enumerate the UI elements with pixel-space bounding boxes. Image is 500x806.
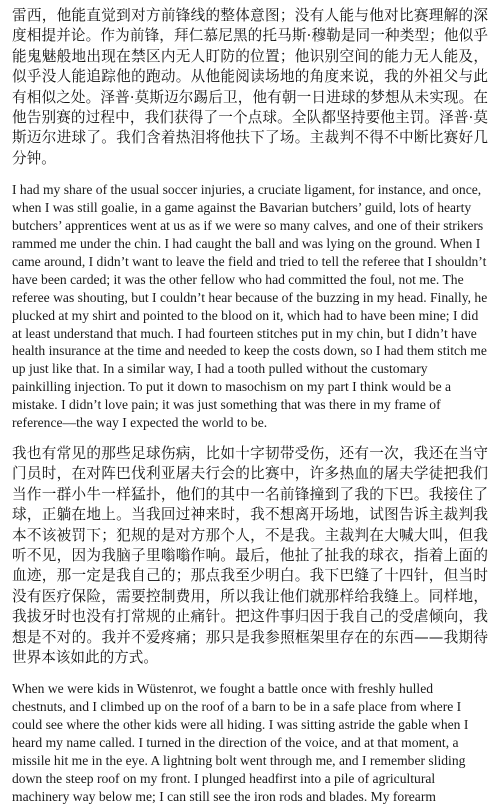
paragraph-chinese-2: 我也有常见的那些足球伤病，比如十字韧带受伤，还有一次，我还在当守门员时，在对阵巴伐利亚屠夫行会的比赛中，许多热血的屠夫学徒把我们当作一群小牛一样猛扑，他们的其中一名前锋撞到了我的下巴。我接住了球，正躺在地上。当我回过神来时，我不想离开场地，试图告诉主裁判我本不该被罚下；犯规的是对方那个人，不是我。主裁判在大喊大叫，但我听不见，因为我脑子里嗡嗡作响。最后，他扯了扯我的球衣，指着上面的血迹，那一定是我自己的；那点我至少明白。我下巴缝了十四针，但当时没有医疗保险，需要控制费用，所以我让他们就那样给我缝上。同样地，我拔牙时也没有打常规的止痛针。把这件事归因于我自己的受虐倾向，我想是不对的。我并不爱疼痛；那只是我参照框架里存在的东西——我期待世界本该如此的方式。 [12, 444, 488, 666]
paragraph-english-1: I had my share of the usual soccer injuries, a cruciate ligament, for instance, and once, when I was still goalie, in a game against the Bavarian butchers’ guild, lots of hearty butchers’ apprentices went at us as if we were so many calves, and one of their strikers rammed me under the chin. I had caught the ball and was lying on the ground. When I came around, I didn’t want to leave the field and tried to tell the referee that I shouldn’t have been carded; it was the other fellow who had committed the foul, not me. The referee was shouting, but I couldn’t hear because of the buzzing in my head. Finally, he plucked at my shirt and pointed to the blood on it, which had to have been mine; I did at least understand that much. I had fourteen stitches put in my chin, but I didn’t have health insurance at the time and needed to keep the costs down, so I had them stitch me up just like that. In a similar way, I had a tooth pulled without the customary painkilling injection. To put it down to masochism on my part I think would be a mistake. I didn’t love pain; it was just something that was there in my frame of reference—the way I expected the world to be. [12, 182, 488, 431]
paragraph-english-2: When we were kids in Wüstenrot, we fought a battle once with freshly hulled chestnuts, and I climbed up on the roof of a barn to be in a safe place from where I could see where the other kids were all hiding. I was sitting astride the gable when I heard my name called. I turned in the direction of the voice, and at that moment, a missile hit me in the eye. A lightning bolt went through me, and I remember sliding down the steep roof on my front. I plunged headfirst into a pile of agricultural machinery way below me; I can still see the iron rods and blades. My forearm [12, 681, 469, 804]
paragraph-chinese-1: 雷西，他能直觉到对方前锋线的整体意图；没有人能与他对比赛理解的深度相提并论。作为前锋，拜仁慕尼黑的托马斯·穆勒是同一种类型；他似乎能鬼魅般地出现在禁区内无人盯防的位置；他识别空间的能力无人能及，似乎没人能追踪他的跑动。从他能阅读场地的角度来说，我的外祖父与此有相似之处。泽普·莫斯迈尔踢后卫，他有朝一日进球的梦想从未实现。在他告别赛的过程中，我们获得了一个点球。全队都坚持要他主罚。泽普·莫斯迈尔进球了。我们含着热泪将他扶下了场。主裁判不得不中断比赛好几分钟。 [12, 7, 488, 167]
